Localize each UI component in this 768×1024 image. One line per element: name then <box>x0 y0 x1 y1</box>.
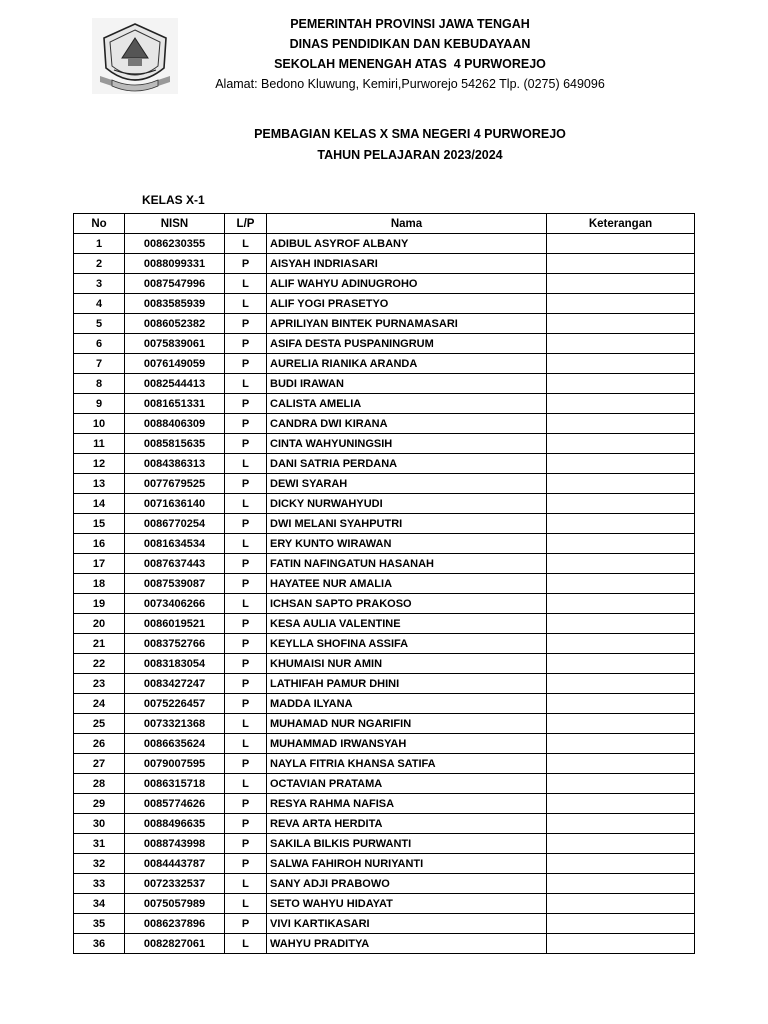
cell-no: 29 <box>74 794 125 814</box>
cell-nisn: 0086019521 <box>125 614 225 634</box>
cell-notes <box>547 874 695 894</box>
cell-name: KHUMAISI NUR AMIN <box>267 654 547 674</box>
cell-notes <box>547 514 695 534</box>
table-row <box>74 574 695 594</box>
table-row <box>74 914 695 934</box>
cell-notes <box>547 814 695 834</box>
cell-gender: L <box>225 734 267 754</box>
cell-notes <box>547 674 695 694</box>
table-header-row <box>74 214 695 234</box>
table-row <box>74 254 695 274</box>
cell-gender: P <box>225 574 267 594</box>
cell-no: 28 <box>74 774 125 794</box>
cell-no: 12 <box>74 454 125 474</box>
cell-name: OCTAVIAN PRATAMA <box>267 774 547 794</box>
cell-no: 19 <box>74 594 125 614</box>
cell-gender: L <box>225 894 267 914</box>
cell-gender: P <box>225 754 267 774</box>
cell-notes <box>547 574 695 594</box>
cell-name: KEYLLA SHOFINA ASSIFA <box>267 634 547 654</box>
cell-notes <box>547 834 695 854</box>
cell-nisn: 0073321368 <box>125 714 225 734</box>
cell-name: ICHSAN SAPTO PRAKOSO <box>267 594 547 614</box>
table-row <box>74 774 695 794</box>
cell-notes <box>547 334 695 354</box>
cell-nisn: 0081634534 <box>125 534 225 554</box>
cell-gender: L <box>225 454 267 474</box>
cell-nisn: 0075226457 <box>125 694 225 714</box>
cell-name: CINTA WAHYUNINGSIH <box>267 434 547 454</box>
letterhead-department: DINAS PENDIDIKAN DAN KEBUDAYAAN <box>289 37 531 51</box>
cell-nisn: 0084443787 <box>125 854 225 874</box>
cell-name: NAYLA FITRIA KHANSA SATIFA <box>267 754 547 774</box>
cell-nisn: 0086635624 <box>125 734 225 754</box>
cell-nisn: 0077679525 <box>125 474 225 494</box>
table-row <box>74 694 695 714</box>
cell-gender: P <box>225 674 267 694</box>
cell-name: AURELIA RIANIKA ARANDA <box>267 354 547 374</box>
cell-nisn: 0086315718 <box>125 774 225 794</box>
cell-nisn: 0088406309 <box>125 414 225 434</box>
table-row <box>74 434 695 454</box>
cell-no: 20 <box>74 614 125 634</box>
cell-notes <box>547 614 695 634</box>
cell-no: 10 <box>74 414 125 434</box>
cell-name: CANDRA DWI KIRANA <box>267 414 547 434</box>
cell-name: DWI MELANI SYAHPUTRI <box>267 514 547 534</box>
table-row <box>74 714 695 734</box>
document-title-line2: TAHUN PELAJARAN 2023/2024 <box>317 148 503 162</box>
cell-notes <box>547 294 695 314</box>
cell-no: 14 <box>74 494 125 514</box>
cell-name: DICKY NURWAHYUDI <box>267 494 547 514</box>
cell-nisn: 0083752766 <box>125 634 225 654</box>
cell-gender: P <box>225 854 267 874</box>
cell-gender: P <box>225 834 267 854</box>
cell-no: 33 <box>74 874 125 894</box>
cell-name: ADIBUL ASYROF ALBANY <box>267 234 547 254</box>
cell-name: MUHAMAD NUR NGARIFIN <box>267 714 547 734</box>
table-row <box>74 534 695 554</box>
cell-name: RESYA RAHMA NAFISA <box>267 794 547 814</box>
cell-notes <box>547 374 695 394</box>
cell-notes <box>547 694 695 714</box>
document-title <box>180 124 640 166</box>
table-row <box>74 794 695 814</box>
cell-nisn: 0072332537 <box>125 874 225 894</box>
cell-notes <box>547 734 695 754</box>
cell-nisn: 0086052382 <box>125 314 225 334</box>
cell-name: SANY ADJI PRABOWO <box>267 874 547 894</box>
cell-gender: P <box>225 354 267 374</box>
table-row <box>74 234 695 254</box>
cell-notes <box>547 314 695 334</box>
table-body <box>74 234 695 954</box>
table-row <box>74 674 695 694</box>
cell-no: 9 <box>74 394 125 414</box>
cell-name: LATHIFAH PAMUR DHINI <box>267 674 547 694</box>
cell-nisn: 0087539087 <box>125 574 225 594</box>
table-row <box>74 594 695 614</box>
cell-gender: P <box>225 514 267 534</box>
cell-name: VIVI KARTIKASARI <box>267 914 547 934</box>
table-row <box>74 354 695 374</box>
document-title-line1: PEMBAGIAN KELAS X SMA NEGERI 4 PURWOREJO <box>254 127 566 141</box>
cell-notes <box>547 854 695 874</box>
cell-gender: L <box>225 594 267 614</box>
cell-no: 11 <box>74 434 125 454</box>
header-nisn: NISN <box>125 214 225 234</box>
cell-gender: L <box>225 534 267 554</box>
cell-notes <box>547 894 695 914</box>
cell-gender: P <box>225 794 267 814</box>
cell-gender: L <box>225 494 267 514</box>
table-row <box>74 294 695 314</box>
cell-no: 24 <box>74 694 125 714</box>
cell-name: WAHYU PRADITYA <box>267 934 547 954</box>
table-row <box>74 894 695 914</box>
cell-nisn: 0086230355 <box>125 234 225 254</box>
cell-no: 15 <box>74 514 125 534</box>
cell-notes <box>547 434 695 454</box>
cell-gender: L <box>225 294 267 314</box>
cell-nisn: 0083585939 <box>125 294 225 314</box>
cell-gender: L <box>225 874 267 894</box>
cell-name: DANI SATRIA PERDANA <box>267 454 547 474</box>
cell-no: 1 <box>74 234 125 254</box>
cell-no: 22 <box>74 654 125 674</box>
cell-no: 30 <box>74 814 125 834</box>
table-row <box>74 454 695 474</box>
table-row <box>74 374 695 394</box>
cell-name: ASIFA DESTA PUSPANINGRUM <box>267 334 547 354</box>
cell-nisn: 0085774626 <box>125 794 225 814</box>
cell-nisn: 0086237896 <box>125 914 225 934</box>
table-row <box>74 814 695 834</box>
class-label: KELAS X-1 <box>142 193 205 207</box>
cell-nisn: 0073406266 <box>125 594 225 614</box>
table-row <box>74 494 695 514</box>
cell-no: 32 <box>74 854 125 874</box>
table-row <box>74 634 695 654</box>
cell-gender: P <box>225 654 267 674</box>
cell-gender: P <box>225 634 267 654</box>
cell-nisn: 0082544413 <box>125 374 225 394</box>
table-row <box>74 334 695 354</box>
cell-nisn: 0083183054 <box>125 654 225 674</box>
cell-notes <box>547 914 695 934</box>
cell-no: 4 <box>74 294 125 314</box>
cell-gender: P <box>225 334 267 354</box>
cell-name: ERY KUNTO WIRAWAN <box>267 534 547 554</box>
cell-no: 7 <box>74 354 125 374</box>
table-row <box>74 654 695 674</box>
cell-no: 16 <box>74 534 125 554</box>
cell-no: 31 <box>74 834 125 854</box>
cell-notes <box>547 254 695 274</box>
letterhead-government: PEMERINTAH PROVINSI JAWA TENGAH <box>290 17 530 31</box>
letterhead <box>180 14 640 94</box>
cell-no: 27 <box>74 754 125 774</box>
cell-nisn: 0086770254 <box>125 514 225 534</box>
cell-nisn: 0088743998 <box>125 834 225 854</box>
table-row <box>74 314 695 334</box>
cell-name: ALIF YOGI PRASETYO <box>267 294 547 314</box>
cell-gender: P <box>225 414 267 434</box>
cell-nisn: 0071636140 <box>125 494 225 514</box>
cell-name: ALIF WAHYU ADINUGROHO <box>267 274 547 294</box>
cell-notes <box>547 714 695 734</box>
cell-nisn: 0075839061 <box>125 334 225 354</box>
cell-gender: L <box>225 714 267 734</box>
cell-name: CALISTA AMELIA <box>267 394 547 414</box>
cell-gender: L <box>225 374 267 394</box>
cell-gender: P <box>225 814 267 834</box>
cell-gender: P <box>225 434 267 454</box>
cell-notes <box>547 934 695 954</box>
cell-no: 8 <box>74 374 125 394</box>
table-row <box>74 394 695 414</box>
cell-gender: P <box>225 254 267 274</box>
cell-gender: L <box>225 934 267 954</box>
cell-notes <box>547 754 695 774</box>
cell-no: 17 <box>74 554 125 574</box>
cell-name: BUDI IRAWAN <box>267 374 547 394</box>
cell-name: KESA AULIA VALENTINE <box>267 614 547 634</box>
cell-no: 13 <box>74 474 125 494</box>
header-notes: Keterangan <box>547 214 695 234</box>
cell-name: DEWI SYARAH <box>267 474 547 494</box>
cell-no: 18 <box>74 574 125 594</box>
cell-name: SALWA FAHIROH NURIYANTI <box>267 854 547 874</box>
cell-gender: P <box>225 554 267 574</box>
cell-notes <box>547 414 695 434</box>
cell-notes <box>547 454 695 474</box>
table-row <box>74 874 695 894</box>
cell-gender: P <box>225 614 267 634</box>
cell-gender: P <box>225 474 267 494</box>
cell-gender: L <box>225 774 267 794</box>
cell-notes <box>547 774 695 794</box>
table-row <box>74 754 695 774</box>
cell-name: SAKILA BILKIS PURWANTI <box>267 834 547 854</box>
student-table <box>73 213 695 954</box>
cell-notes <box>547 494 695 514</box>
header-gender: L/P <box>225 214 267 234</box>
cell-no: 34 <box>74 894 125 914</box>
cell-no: 21 <box>74 634 125 654</box>
cell-no: 2 <box>74 254 125 274</box>
cell-no: 25 <box>74 714 125 734</box>
cell-notes <box>547 654 695 674</box>
cell-name: REVA ARTA HERDITA <box>267 814 547 834</box>
table-row <box>74 834 695 854</box>
cell-name: AISYAH INDRIASARI <box>267 254 547 274</box>
cell-no: 6 <box>74 334 125 354</box>
cell-no: 36 <box>74 934 125 954</box>
cell-nisn: 0087637443 <box>125 554 225 574</box>
cell-nisn: 0083427247 <box>125 674 225 694</box>
table-row <box>74 614 695 634</box>
cell-nisn: 0087547996 <box>125 274 225 294</box>
cell-name: FATIN NAFINGATUN HASANAH <box>267 554 547 574</box>
table-row <box>74 474 695 494</box>
cell-gender: P <box>225 914 267 934</box>
table-row <box>74 854 695 874</box>
cell-nisn: 0088496635 <box>125 814 225 834</box>
jawa-tengah-emblem-icon <box>92 18 178 94</box>
cell-notes <box>547 274 695 294</box>
cell-nisn: 0081651331 <box>125 394 225 414</box>
cell-gender: P <box>225 394 267 414</box>
cell-nisn: 0076149059 <box>125 354 225 374</box>
cell-notes <box>547 534 695 554</box>
cell-no: 3 <box>74 274 125 294</box>
cell-nisn: 0084386313 <box>125 454 225 474</box>
table-row <box>74 934 695 954</box>
table-row <box>74 514 695 534</box>
cell-notes <box>547 634 695 654</box>
cell-name: SETO WAHYU HIDAYAT <box>267 894 547 914</box>
cell-name: APRILIYAN BINTEK PURNAMASARI <box>267 314 547 334</box>
letterhead-address: Alamat: Bedono Kluwung, Kemiri,Purworejo 54262 Tlp. (0275) 649096 <box>215 77 605 91</box>
cell-nisn: 0079007595 <box>125 754 225 774</box>
cell-notes <box>547 554 695 574</box>
cell-notes <box>547 394 695 414</box>
table-row <box>74 554 695 574</box>
cell-gender: L <box>225 274 267 294</box>
cell-notes <box>547 794 695 814</box>
cell-no: 5 <box>74 314 125 334</box>
cell-no: 23 <box>74 674 125 694</box>
cell-nisn: 0085815635 <box>125 434 225 454</box>
cell-no: 26 <box>74 734 125 754</box>
cell-notes <box>547 354 695 374</box>
cell-notes <box>547 474 695 494</box>
cell-notes <box>547 234 695 254</box>
cell-name: MADDA ILYANA <box>267 694 547 714</box>
header-no: No <box>74 214 125 234</box>
cell-nisn: 0082827061 <box>125 934 225 954</box>
table-row <box>74 274 695 294</box>
cell-name: MUHAMMAD IRWANSYAH <box>267 734 547 754</box>
cell-name: HAYATEE NUR AMALIA <box>267 574 547 594</box>
cell-gender: P <box>225 314 267 334</box>
cell-no: 35 <box>74 914 125 934</box>
cell-nisn: 0075057989 <box>125 894 225 914</box>
table-row <box>74 734 695 754</box>
letterhead-school: SEKOLAH MENENGAH ATAS 4 PURWOREJO <box>274 57 546 71</box>
cell-notes <box>547 594 695 614</box>
header-name: Nama <box>267 214 547 234</box>
cell-gender: L <box>225 234 267 254</box>
cell-gender: P <box>225 694 267 714</box>
cell-nisn: 0088099331 <box>125 254 225 274</box>
table-row <box>74 414 695 434</box>
